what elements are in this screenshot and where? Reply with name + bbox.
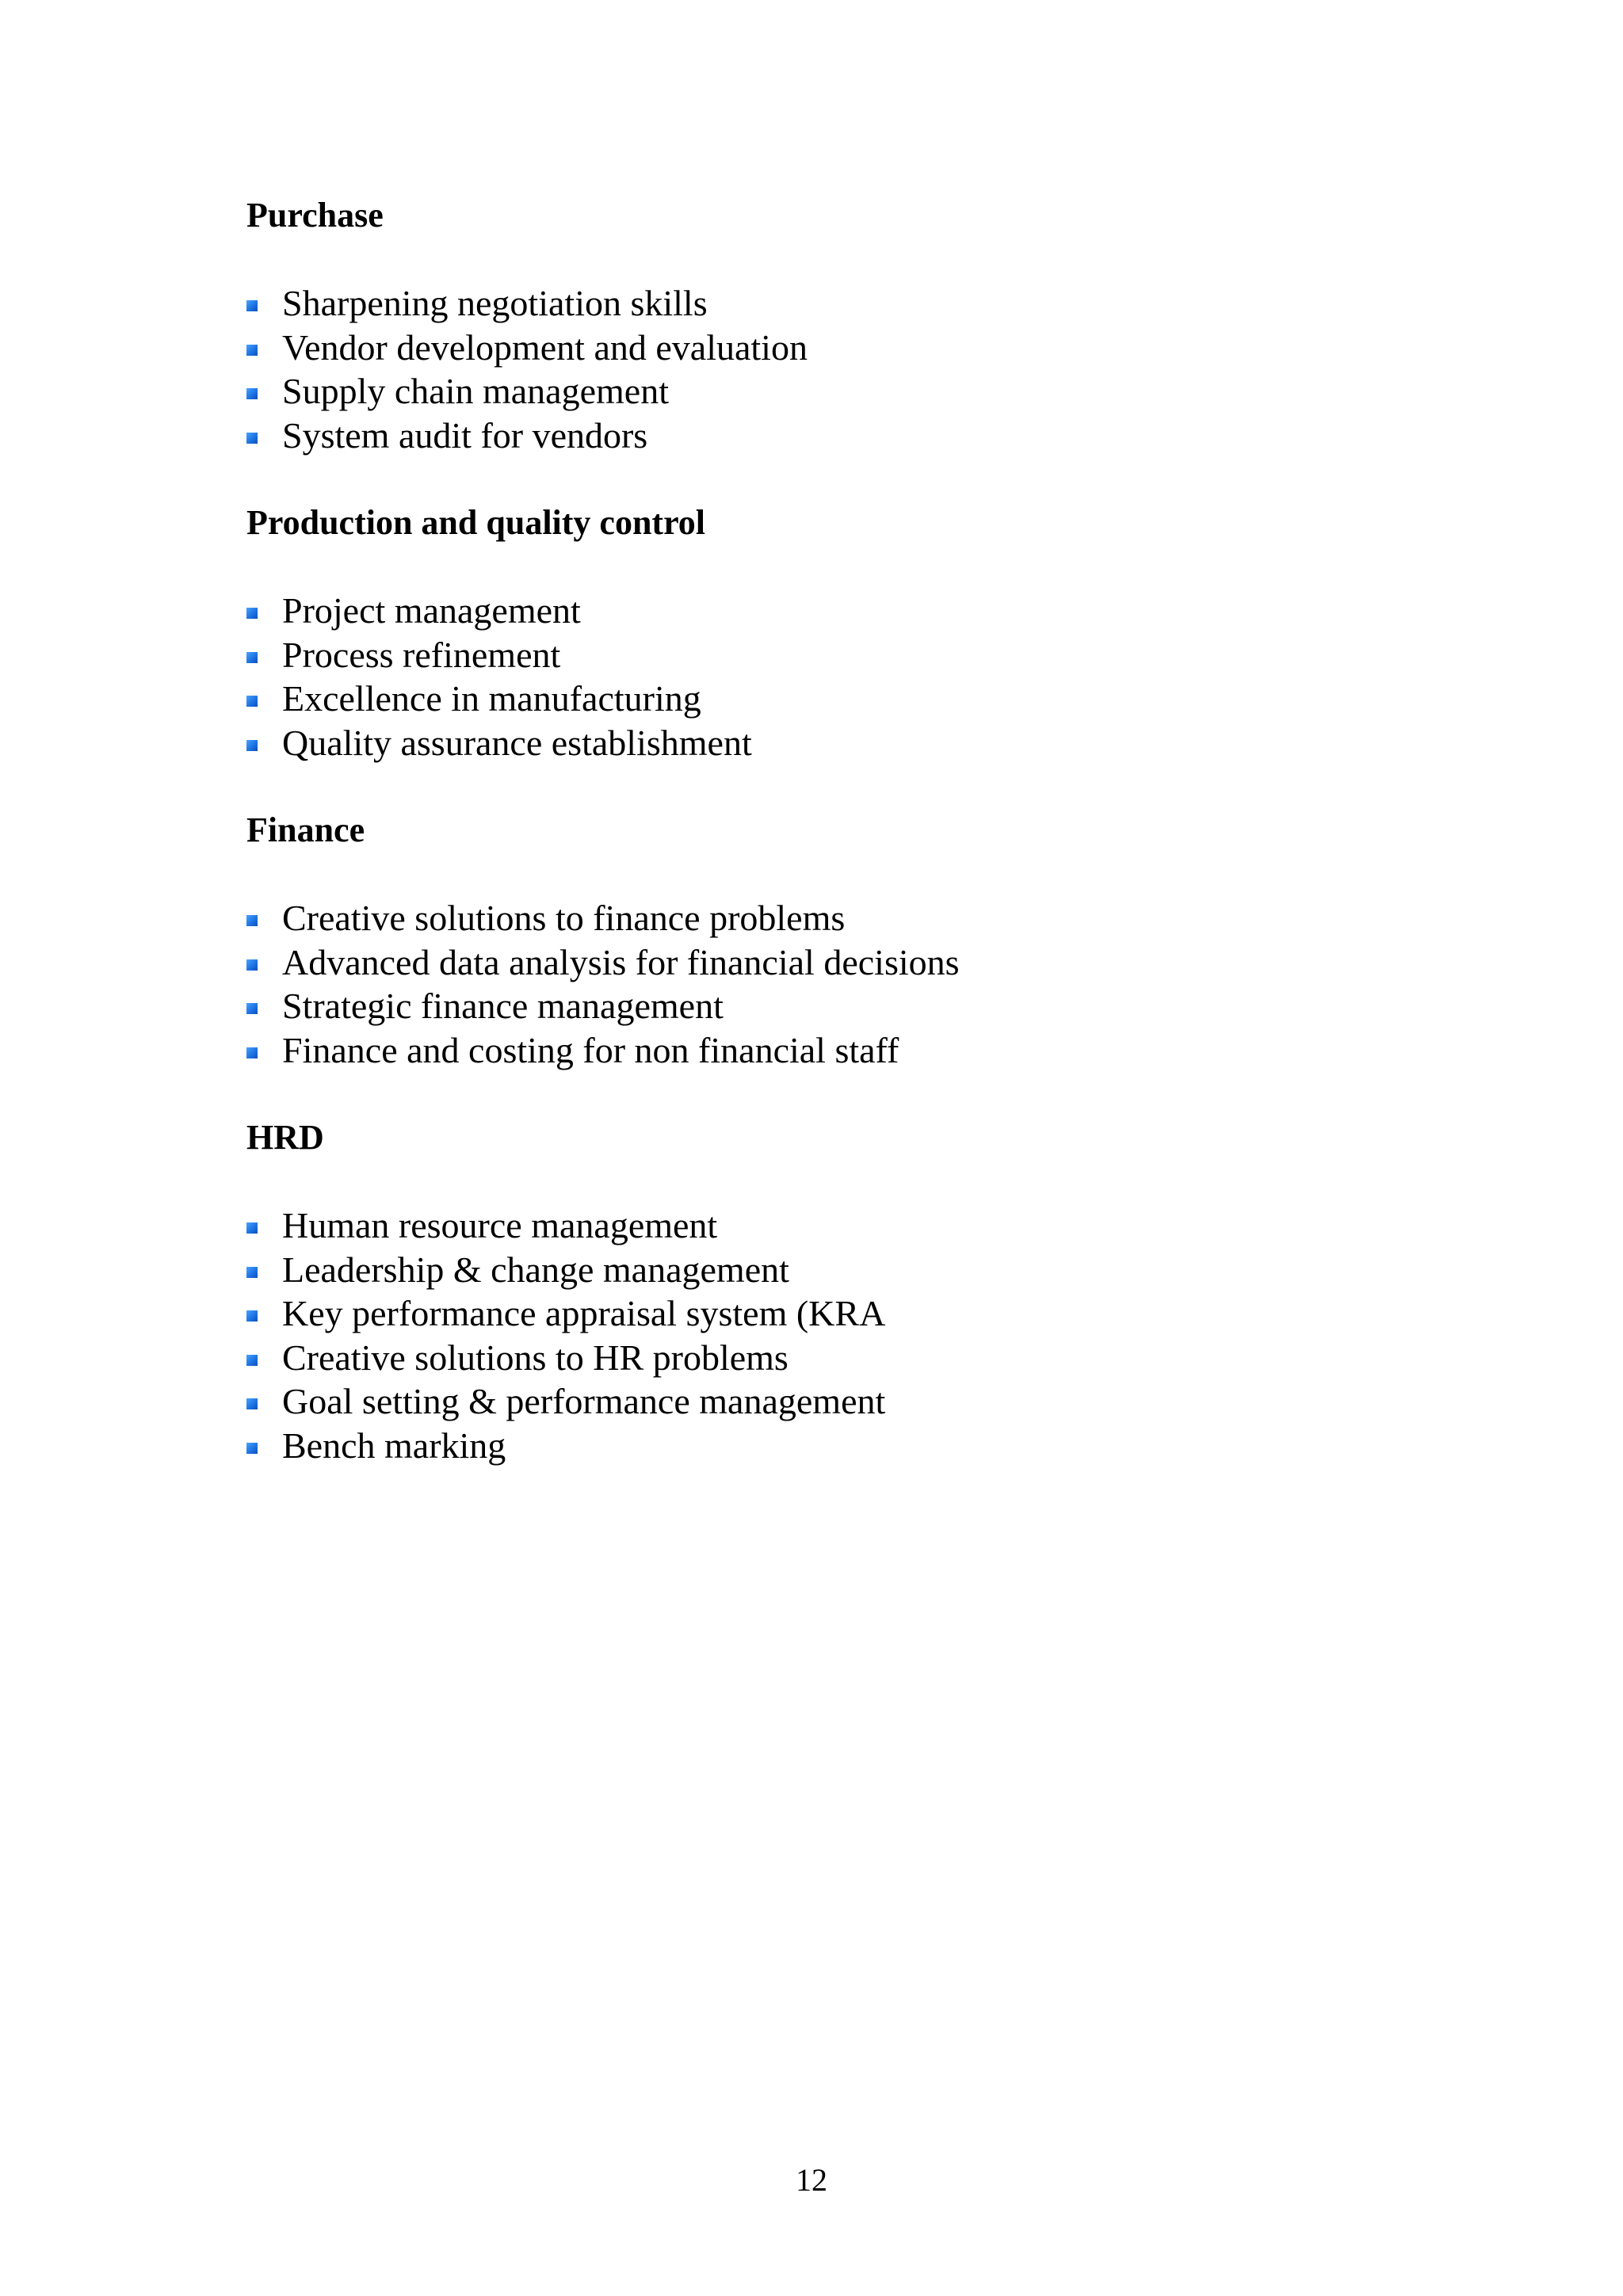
square-bullet-icon: [246, 1047, 258, 1058]
page-content: [246, 193, 1435, 1511]
square-bullet-icon: [246, 959, 258, 971]
list-item-text: Excellence in manufacturing: [282, 678, 701, 719]
list-item-text: Quality assurance establishment: [282, 722, 752, 763]
list-item-text: Sharpening negotiation skills: [282, 283, 708, 323]
square-bullet-icon: [246, 1398, 258, 1409]
list-item: [246, 633, 1435, 677]
list-item-text: Leadership & change management: [282, 1249, 789, 1290]
square-bullet-icon: [246, 1003, 258, 1014]
list-item: [246, 1028, 1435, 1073]
list-item-text: System audit for vendors: [282, 414, 648, 456]
square-bullet-icon: [246, 652, 258, 663]
list-item: [246, 1248, 1435, 1292]
square-bullet-icon: [246, 300, 258, 311]
square-bullet-icon: [246, 1310, 258, 1322]
square-bullet-icon: [246, 915, 258, 926]
list-item-text: Key performance appraisal system (KRA: [282, 1293, 886, 1333]
list-item-text: Creative solutions to HR problems: [282, 1337, 789, 1378]
section-heading: HRD: [246, 1118, 324, 1157]
list-item-text: Creative solutions to finance problems: [282, 898, 846, 938]
list-item: [246, 1291, 1435, 1336]
square-bullet-icon: [246, 345, 258, 356]
section-heading: Production and quality control: [246, 503, 706, 542]
square-bullet-icon: [246, 608, 258, 619]
bullet-list: [246, 1203, 1435, 1467]
section-finance: [246, 808, 1435, 1072]
list-item: [246, 1336, 1435, 1380]
list-item: [246, 896, 1435, 940]
square-bullet-icon: [246, 1355, 258, 1366]
list-item-text: Vendor development and evaluation: [282, 326, 808, 368]
list-item-text: Finance and costing for non financial staff: [282, 1029, 899, 1070]
list-item-text: Supply chain management: [282, 371, 669, 411]
list-item: [246, 589, 1435, 633]
section-heading: Finance: [246, 810, 365, 849]
list-item: [246, 1203, 1435, 1248]
list-item: [246, 721, 1435, 765]
square-bullet-icon: [246, 696, 258, 707]
list-item: [246, 984, 1435, 1028]
square-bullet-icon: [246, 740, 258, 751]
list-item-text: Project management: [282, 590, 581, 631]
section-production-quality-control: [246, 501, 1435, 765]
square-bullet-icon: [246, 1267, 258, 1278]
section-hrd: [246, 1116, 1435, 1467]
list-item: [246, 1379, 1435, 1424]
list-item-text: Advanced data analysis for financial decisions: [282, 941, 960, 982]
square-bullet-icon: [246, 1222, 258, 1234]
bullet-list: [246, 896, 1435, 1072]
list-item: [246, 326, 1435, 370]
bullet-list: [246, 281, 1435, 457]
list-item: [246, 677, 1435, 721]
list-item: [246, 414, 1435, 458]
section-heading: Purchase: [246, 196, 384, 235]
list-item: [246, 281, 1435, 326]
square-bullet-icon: [246, 1443, 258, 1454]
square-bullet-icon: [246, 433, 258, 444]
bullet-list: [246, 589, 1435, 765]
square-bullet-icon: [246, 388, 258, 399]
list-item: [246, 1424, 1435, 1468]
section-purchase: [246, 193, 1435, 457]
list-item-text: Process refinement: [282, 634, 561, 675]
list-item-text: Human resource management: [282, 1205, 718, 1245]
list-item-text: Goal setting & performance management: [282, 1381, 886, 1421]
list-item-text: Bench marking: [282, 1425, 506, 1466]
list-item: [246, 369, 1435, 414]
list-item-text: Strategic finance management: [282, 986, 724, 1026]
list-item: [246, 940, 1435, 985]
page-number: 12: [796, 2162, 827, 2198]
